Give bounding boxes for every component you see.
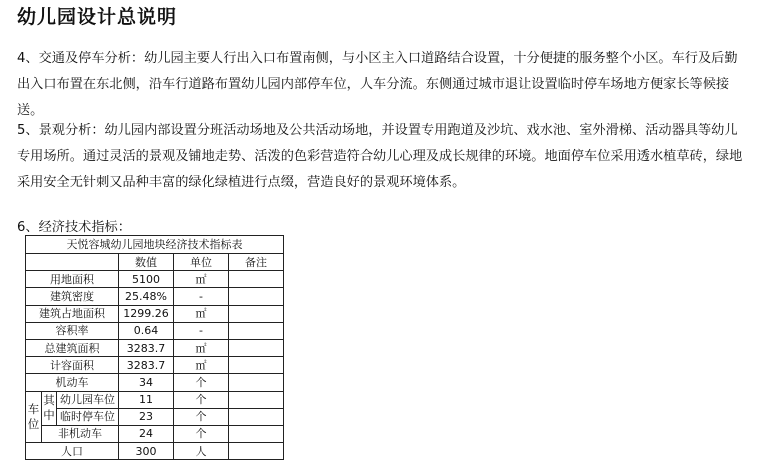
table-row [26, 425, 284, 442]
row-value: 25.48% [119, 288, 174, 305]
row-unit: ㎡ [174, 305, 229, 322]
row-note [229, 288, 284, 305]
row-unit: 个 [174, 391, 229, 408]
header-note: 备注 [229, 254, 284, 271]
table-row [26, 322, 284, 339]
table-row [26, 374, 284, 391]
row-name: 机动车 [26, 374, 119, 391]
row-unit: 个 [174, 374, 229, 391]
table-row [26, 305, 284, 322]
row-unit: ㎡ [174, 271, 229, 288]
row-unit: 个 [174, 425, 229, 442]
table-row [26, 271, 284, 288]
row-value: 24 [119, 425, 174, 442]
row-value: 3283.7 [119, 339, 174, 356]
row-name: 总建筑面积 [26, 339, 119, 356]
row-unit: - [174, 288, 229, 305]
table-row [26, 443, 284, 460]
row-note [229, 271, 284, 288]
parking-sub-label: 其中 [42, 391, 57, 425]
row-unit: ㎡ [174, 339, 229, 356]
row-name: 非机动车 [42, 425, 119, 442]
row-name: 人口 [26, 443, 119, 460]
row-note [229, 374, 284, 391]
table-row [26, 357, 284, 374]
header-value: 数值 [119, 254, 174, 271]
row-unit: 个 [174, 408, 229, 425]
row-note [229, 305, 284, 322]
row-name: 建筑占地面积 [26, 305, 119, 322]
row-note [229, 443, 284, 460]
table-row [26, 408, 284, 425]
row-unit: 人 [174, 443, 229, 460]
row-note [229, 391, 284, 408]
row-name: 幼儿园车位 [57, 391, 119, 408]
row-value: 300 [119, 443, 174, 460]
row-note [229, 322, 284, 339]
row-unit: ㎡ [174, 357, 229, 374]
parking-group-label: 车位 [26, 391, 42, 443]
row-note [229, 357, 284, 374]
row-name: 临时停车位 [57, 408, 119, 425]
row-name: 容积率 [26, 322, 119, 339]
row-note [229, 339, 284, 356]
table-header-row [26, 254, 284, 271]
header-name-cell [26, 254, 119, 271]
row-note [229, 425, 284, 442]
economic-indicators-heading: 6、经济技术指标： [17, 220, 131, 235]
row-unit: - [174, 322, 229, 339]
row-value: 23 [119, 408, 174, 425]
header-unit: 单位 [174, 254, 229, 271]
document-title: 幼儿园设计总说明 [17, 6, 178, 28]
row-note [229, 408, 284, 425]
row-value: 11 [119, 391, 174, 408]
row-value: 5100 [119, 271, 174, 288]
table-row [26, 339, 284, 356]
row-name: 计容面积 [26, 357, 119, 374]
traffic-analysis-paragraph: 4、交通及停车分析：幼儿园主要人行出入口布置南侧，与小区主入口道路结合设置，十分便捷的服务整个小区。车行及后勤出入口布置在东北侧，沿车行道路布置幼儿园内部停车位，人车分流。东侧通过城市退让设置临时停车场地方便家长等候接送。 [17, 51, 738, 118]
row-name: 用地面积 [26, 271, 119, 288]
row-value: 0.64 [119, 322, 174, 339]
table-row [26, 391, 284, 408]
table-row [26, 288, 284, 305]
row-value: 1299.26 [119, 305, 174, 322]
landscape-analysis-paragraph: 5、景观分析：幼儿园内部设置分班活动场地及公共活动场地，并设置专用跑道及沙坑、戏水池、室外滑梯、活动器具等幼儿专用场所。通过灵活的景观及铺地走势、活泼的色彩营造符合幼儿心理及成长规律的环境。地面停车位采用透水植草砖，绿地采用安全无针刺又品种丰富的绿化绿植进行点缀，营造良好的景观环境体系。 [17, 123, 743, 190]
economic-indicators-table [25, 235, 284, 460]
row-name: 建筑密度 [26, 288, 119, 305]
table-caption: 天悦容城幼儿园地块经济技术指标表 [26, 236, 284, 254]
row-value: 34 [119, 374, 174, 391]
row-value: 3283.7 [119, 357, 174, 374]
table-caption-row [26, 236, 284, 254]
